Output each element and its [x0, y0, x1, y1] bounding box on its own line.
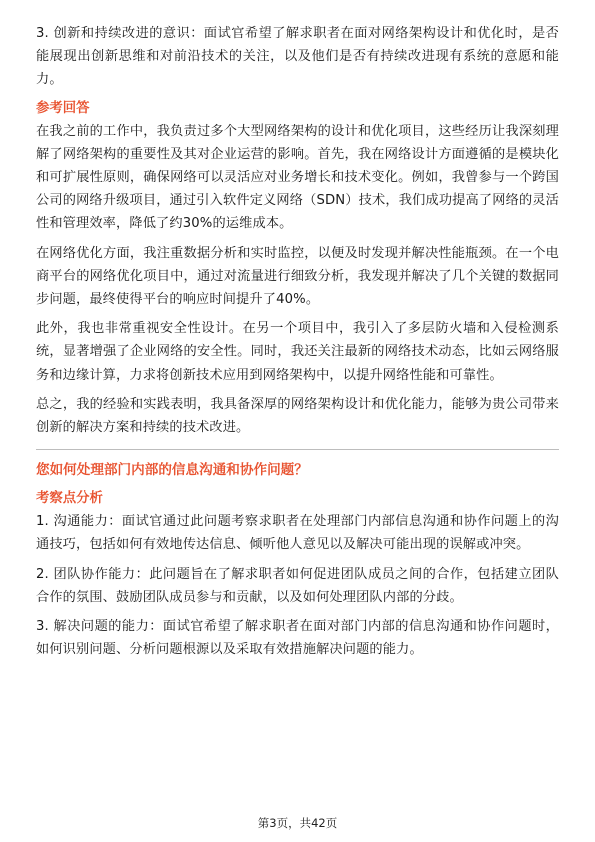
analysis-item-3: 3. 解决问题的能力：面试官希望了解求职者在面对部门内部的信息沟通和协作问题时，如何识别问题、分析问题根源以及采取有效措施解决问题的能力。 [36, 619, 559, 658]
assessment-item-3: 3. 创新和持续改进的意识：面试官希望了解求职者在面对网络架构设计和优化时，是否能展现出创新思维和对前沿技术的关注，以及他们是否有持续改进现有系统的意愿和能力。 [36, 26, 559, 88]
analysis-item-2: 2. 团队协作能力：此问题旨在了解求职者如何促进团队成员之间的合作，包括建立团队合作的氛围、鼓励团队成员参与和贡献，以及如何处理团队内部的分歧。 [36, 566, 559, 605]
question-title: 您如何处理部门内部的信息沟通和协作问题？ [36, 462, 308, 479]
answer-paragraph-2: 在网络优化方面，我注重数据分析和实时监控，以便及时发现并解决性能瓶颈。在一个电商平台的网络优化项目中，通过对流量进行细致分析，我发现并解决了几个关键的数据同步问题，最终使得平台的响应时间提升了40%。 [36, 245, 559, 308]
answer-paragraph-4: 总之，我的经验和实践表明，我具备深厚的网络架构设计和优化能力，能够为贵公司带来创新的解决方案和持续的技术改进。 [36, 396, 559, 436]
page-number-footer: 第3页，共42页 [257, 816, 338, 830]
analysis-heading: 考察点分析 [36, 491, 103, 507]
section-divider [36, 449, 559, 450]
answer-heading: 参考回答 [36, 100, 90, 116]
answer-paragraph-1: 在我之前的工作中，我负责过多个大型网络架构的设计和优化项目，这些经历让我深刻理解了网络架构的重要性及其对企业运营的影响。首先，我在网络设计方面遵循的是模块化和可扩展性原则，确保网络可以灵活应对业务增长和技术变化。例如，我曾参与一个跨国公司的网络升级项目，通过引入软件定义网络（SDN）技术，我们成功提高了网络的灵活性和管理效率，降低了约30%的运维成本。 [36, 123, 559, 232]
document-page [36, 22, 559, 667]
answer-paragraph-3: 此外，我也非常重视安全性设计。在另一个项目中，我引入了多层防火墙和入侵检测系统，显著增强了企业网络的安全性。同时，我还关注最新的网络技术动态，比如云网络服务和边缘计算，力求将创新技术应用到网络架构中，以提升网络性能和可靠性。 [36, 321, 559, 383]
analysis-item-1: 1. 沟通能力：面试官通过此问题考察求职者在处理部门内部信息沟通和协作问题上的沟通技巧，包括如何有效地传达信息、倾听他人意见以及解决可能出现的误解或冲突。 [36, 514, 559, 553]
